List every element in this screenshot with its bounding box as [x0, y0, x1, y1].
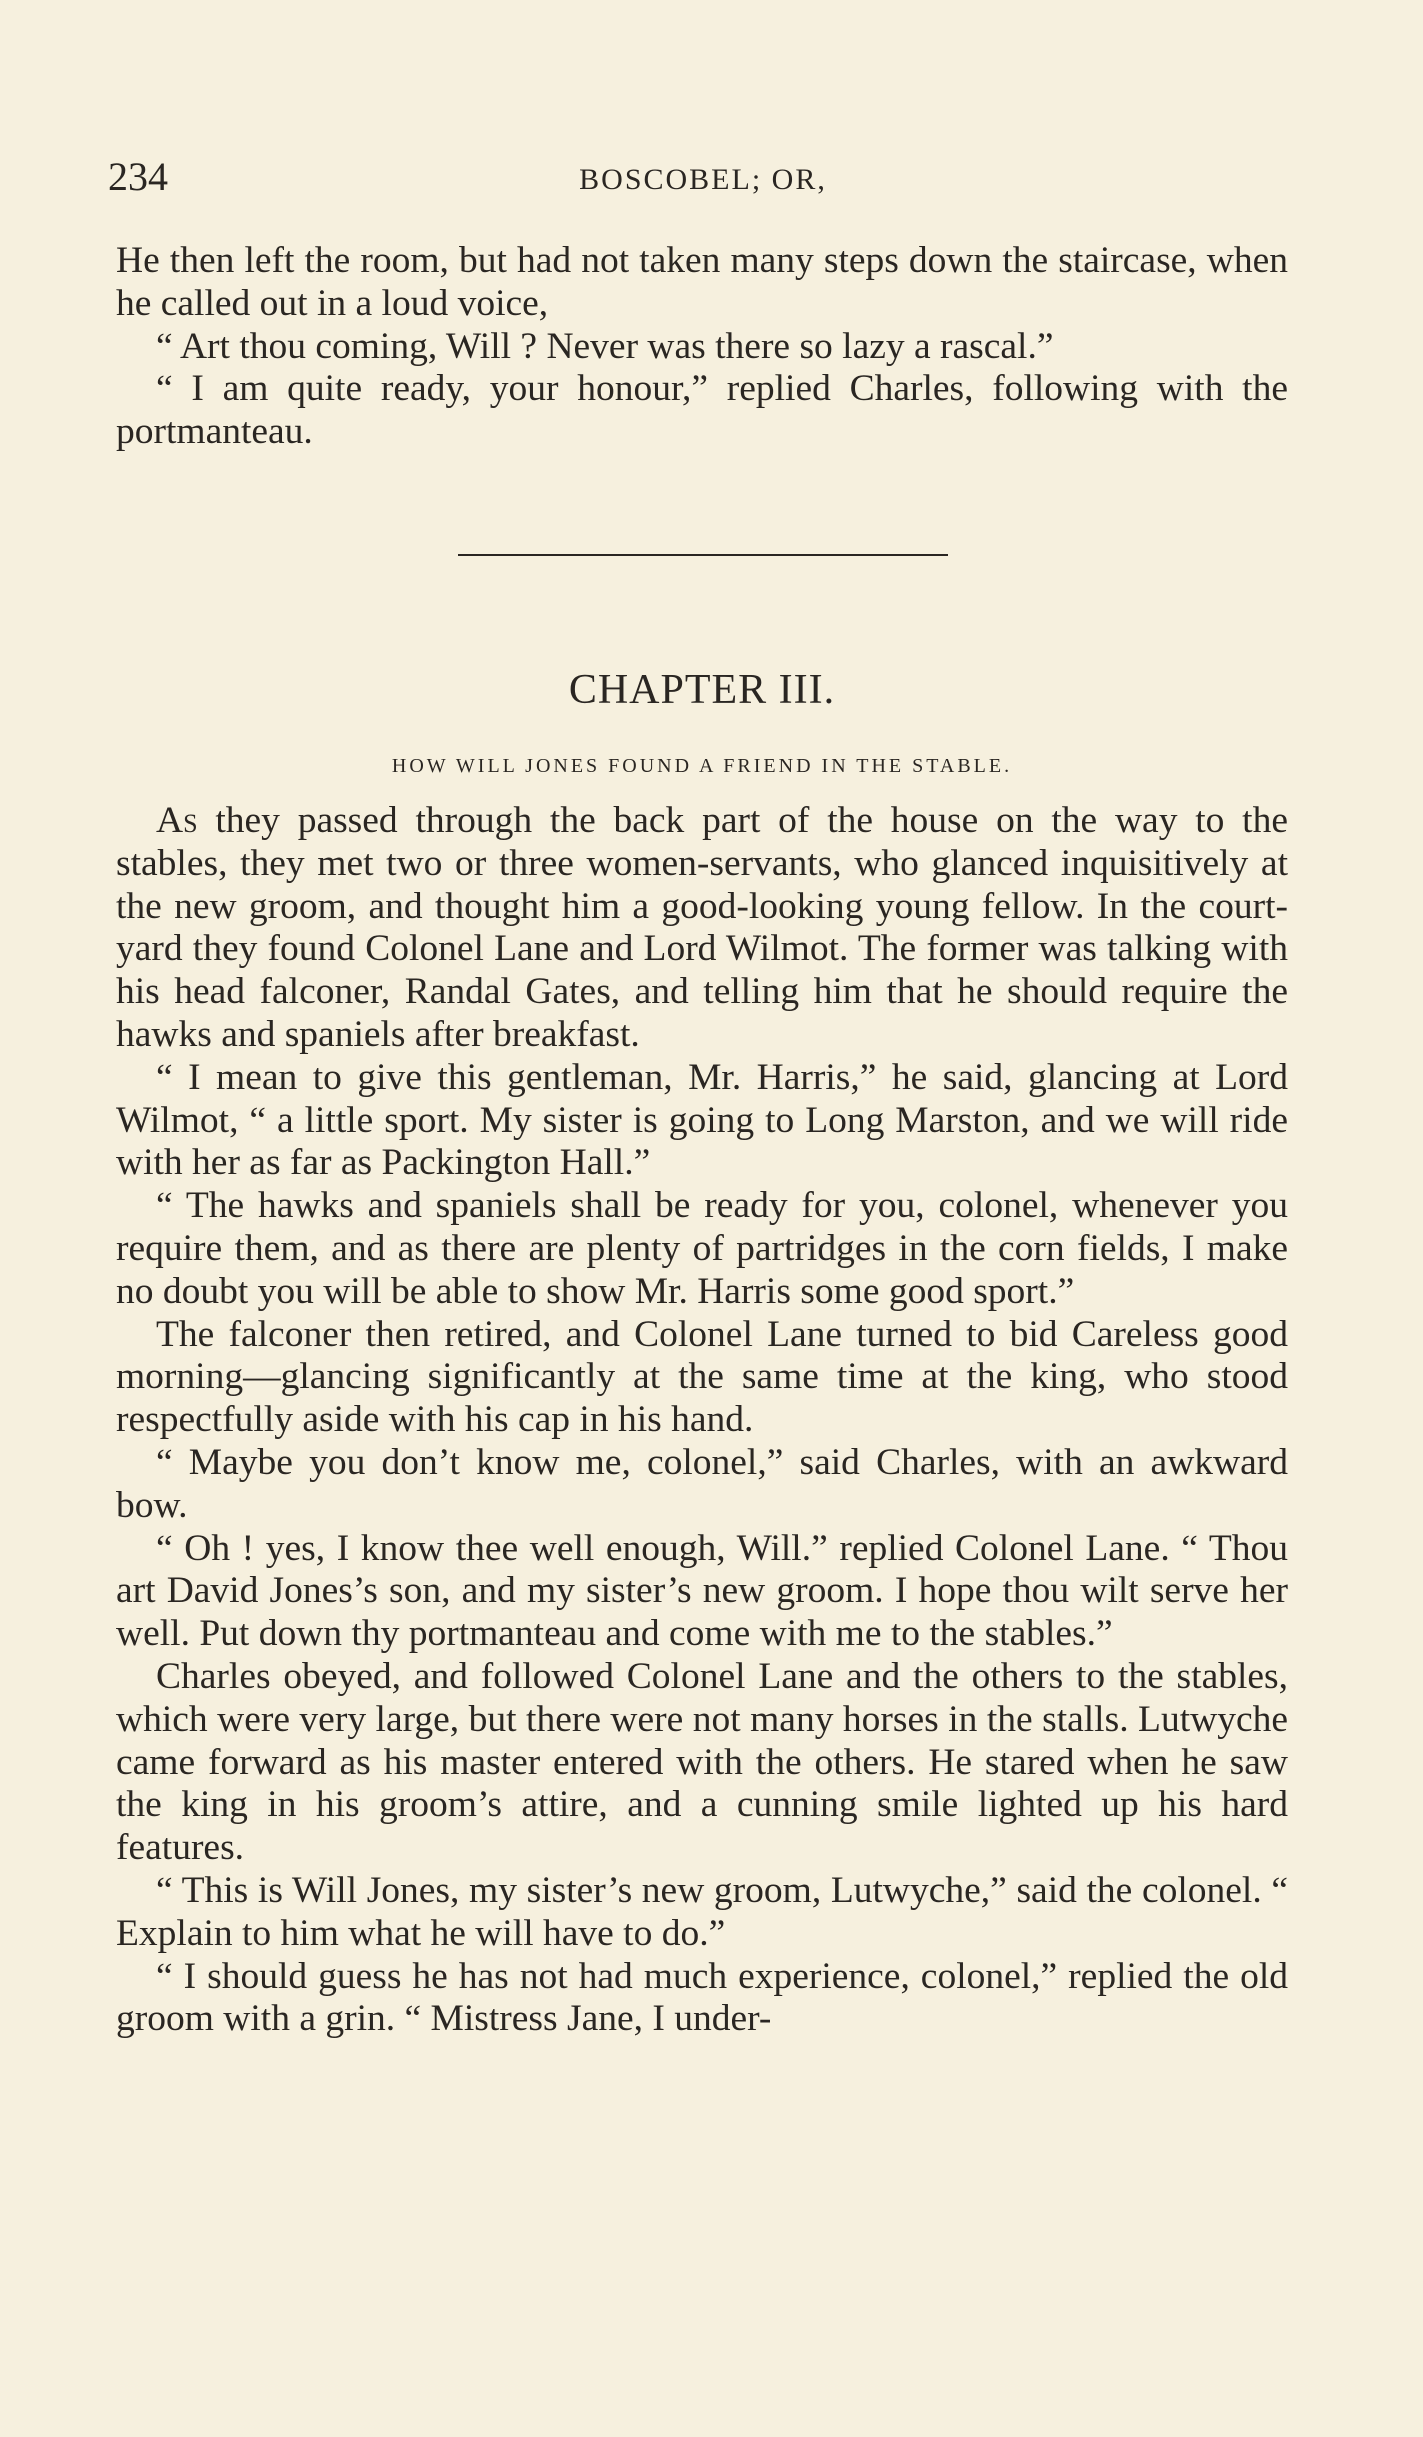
chapter-subtitle: HOW WILL JONES FOUND A FRIEND IN THE STABLE.	[391, 755, 1013, 777]
running-title: BOSCOBEL; OR,	[579, 163, 827, 196]
page-number: 234	[108, 154, 168, 199]
paragraph: The falconer then retired, and Colonel Lane turned to bid Careless good morning—glancing significantly at the same time at the king, who stood respectfully aside with his cap in his hand.	[116, 1313, 1288, 1441]
paragraph: “ Art thou coming, Will ? Never was there so lazy a rascal.”	[156, 325, 1054, 367]
paragraph: “ I should guess he has not had much experience, colonel,” replied the old groom with a grin. “ Mistress Jane, I under-	[116, 1955, 1288, 2040]
paragraph: “ The hawks and spaniels shall be ready for you, colonel, whenever you require them, and as there are plenty of partridges in the corn fields, I make no doubt you will be able to show Mr. Harris some good sport.”	[116, 1185, 1288, 1312]
paragraph: “ Maybe you don’t know me, colonel,” said Charles, with an awkward bow.	[116, 1441, 1288, 1526]
chapter-title: CHAPTER III.	[568, 667, 836, 713]
paragraph: He then left the room, but had not taken many steps down the staircase, when he called out in a loud voice,	[116, 240, 1288, 324]
chapter-end-text	[116, 240, 1288, 454]
opening-text: they passed through the back part of the house on the way to the stables, they met two or three women-servants, who glanced inquisitively at the new groom, and thought him a good-looking young fellow. In the court-yard they found Colonel Lane and Lord Wilmot. The former was talking with his head falconer, Randal Gates, and telling him that he should require the hawks and spaniels after breakfast.	[116, 800, 1288, 1055]
paragraph: “ I mean to give this gentleman, Mr. Harris,” he said, glancing at Lord Wilmot, “ a little sport. My sister is going to Long Marston, and we will ride with her as far as Packington Hall.”	[116, 1056, 1288, 1184]
paragraph: “ This is Will Jones, my sister’s new groom, Lutwyche,” said the colonel. “ Explain to him what he will have to do.”	[116, 1869, 1288, 1954]
chapter-opening-paragraph	[116, 800, 1288, 1057]
running-head	[108, 155, 1298, 199]
paragraph: “ Oh ! yes, I know thee well enough, Will.” replied Colonel Lane. “ Thou art David Jones’s son, and my sister’s new groom. I hope thou wilt serve her well. Put down thy portmanteau and come with me to the stables.”	[116, 1527, 1288, 1655]
section-divider	[458, 554, 948, 556]
paragraph: “ I am quite ready, your honour,” replied Charles, following with the portmanteau.	[116, 368, 1288, 453]
chapter-body	[116, 800, 1288, 2041]
opening-word: As	[156, 800, 198, 841]
paragraph: Charles obeyed, and followed Colonel Lane and the others to the stables, which were very large, but there were not many horses in the stalls. Lutwyche came forward as his master entered with the others. He stared when he saw the king in his groom’s attire, and a cunning smile lighted up his hard features.	[116, 1655, 1288, 1869]
